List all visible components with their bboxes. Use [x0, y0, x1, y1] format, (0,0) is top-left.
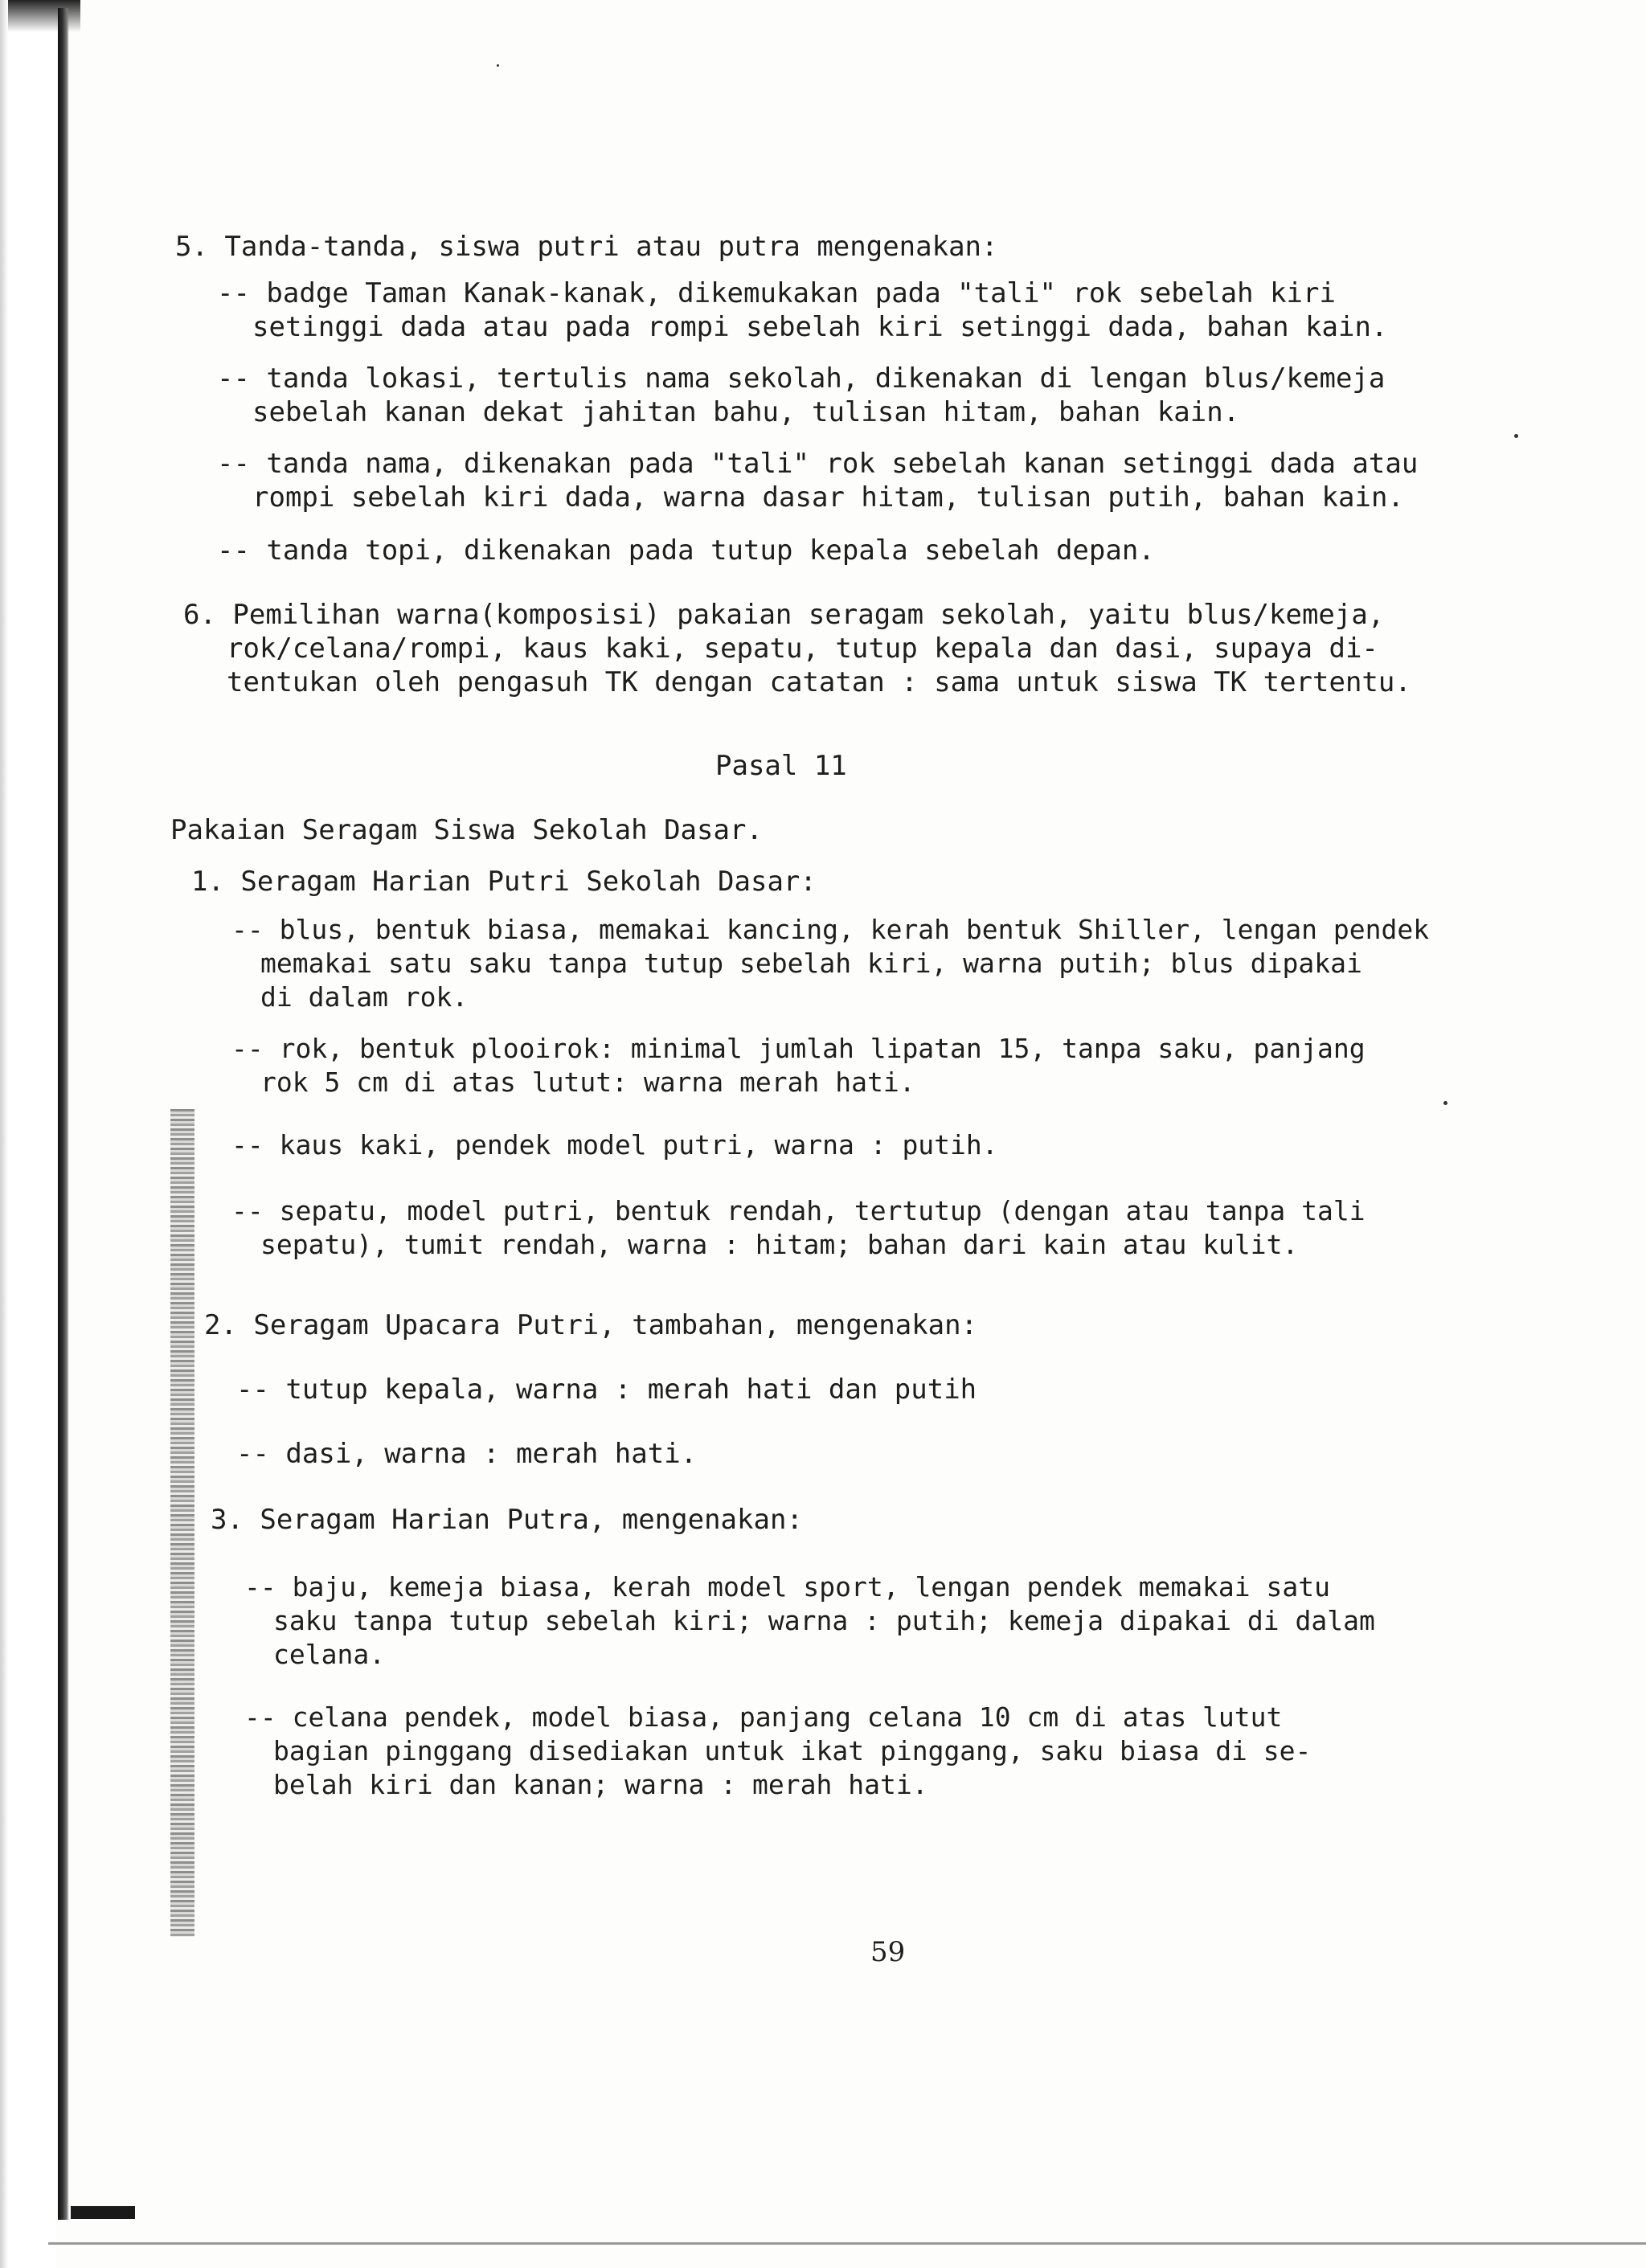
- item-5-bullet-nama: -- tanda nama, dikenakan pada "tali" rok sebelah kanan setinggi dada atau rompi sebelah kiri dada, warna dasar hitam, tulisan putih, bahan kain.: [217, 448, 1419, 514]
- section-1-bullet-blus: -- blus, bentuk biasa, memakai kancing, kerah bentuk Shiller, lengan pendek memakai satu saku tanpa tutup sebelah kiri, warna putih; blus dipakai di dalam rok.: [231, 914, 1430, 1013]
- section-1-bullet-sepatu: -- sepatu, model putri, bentuk rendah, tertutup (dengan atau tanpa tali sepatu), tumit rendah, warna : hitam; bahan dari kain atau kulit.: [231, 1195, 1366, 1260]
- section-2-heading: 2. Seragam Upacara Putri, tambahan, mengenakan:: [204, 1309, 978, 1341]
- pasal-heading: Pasal 11: [715, 750, 847, 782]
- section-1-bullet-kaus-kaki: -- kaus kaki, pendek model putri, warna : putih.: [231, 1129, 998, 1161]
- scan-speck: [1443, 1101, 1447, 1105]
- section-3-bullet-celana: -- celana pendek, model biasa, panjang celana 10 cm di atas lutut bagian pinggang disediakan untuk ikat pinggang, saku biasa di se- belah kiri dan kanan; warna : merah hati.: [244, 1701, 1312, 1800]
- section-title: Pakaian Seragam Siswa Sekolah Dasar.: [170, 814, 763, 846]
- page-number: 59: [870, 1936, 906, 1968]
- binding-edge: [58, 8, 69, 2220]
- item-5-bullet-badge: -- badge Taman Kanak-kanak, dikemukakan pada "tali" rok sebelah kiri setinggi dada atau pada rompi sebelah kiri setinggi dada, bahan kain.: [217, 277, 1388, 343]
- section-3-heading: 3. Seragam Harian Putra, mengenakan:: [211, 1504, 803, 1536]
- scan-smudge: [170, 1109, 194, 1937]
- item-5-heading: 5. Tanda-tanda, siswa putri atau putra mengenakan:: [175, 231, 998, 263]
- section-1-bullet-rok: -- rok, bentuk plooirok: minimal jumlah lipatan 15, tanpa saku, panjang rok 5 cm di atas lutut: warna merah hati.: [231, 1033, 1366, 1098]
- binding-foot: [71, 2206, 135, 2219]
- section-2-bullet-dasi: -- dasi, warna : merah hati.: [236, 1438, 698, 1470]
- item-5-bullet-topi: -- tanda topi, dikenakan pada tutup kepala sebelah depan.: [217, 534, 1155, 567]
- binding-top-shadow: [8, 0, 80, 32]
- scan-speck: [1514, 434, 1518, 438]
- binding-shadow: [0, 0, 56, 2268]
- section-1-heading: 1. Seragam Harian Putri Sekolah Dasar:: [191, 866, 817, 898]
- item-5-bullet-lokasi: -- tanda lokasi, tertulis nama sekolah, dikenakan di lengan blus/kemeja sebelah kanan dekat jahitan bahu, tulisan hitam, bahan kain.: [217, 362, 1386, 428]
- section-3-bullet-baju: -- baju, kemeja biasa, kerah model sport, lengan pendek memakai satu saku tanpa tutup sebelah kiri; warna : putih; kemeja dipakai di dalam celana.: [244, 1571, 1375, 1670]
- page-bottom-edge: [48, 2242, 1646, 2245]
- section-2-bullet-tutup-kepala: -- tutup kepala, warna : merah hati dan putih: [236, 1373, 977, 1406]
- item-6-paragraph: 6. Pemilihan warna(komposisi) pakaian seragam sekolah, yaitu blus/kemeja, rok/celana/rompi, kaus kaki, sepatu, tutup kepala dan dasi, supaya di- tentukan oleh pengasuh TK dengan catatan : sama untuk siswa TK tertentu.: [183, 599, 1411, 698]
- scan-speck: [497, 64, 499, 67]
